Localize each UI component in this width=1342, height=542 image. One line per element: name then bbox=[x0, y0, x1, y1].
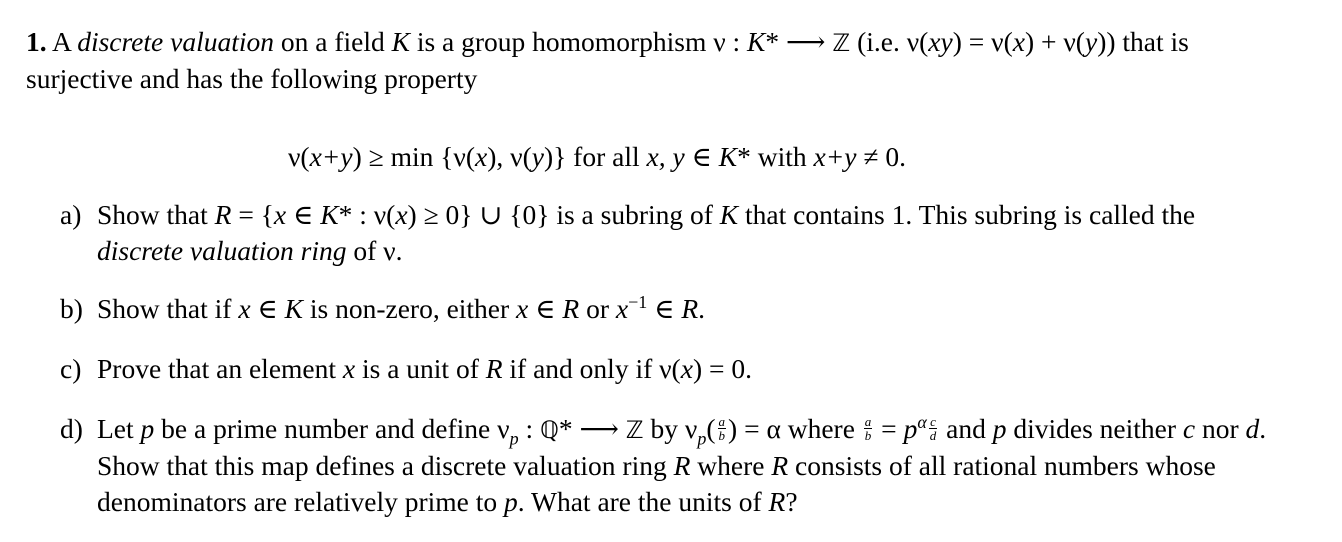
fraction-c-over-d: $\frac{c}{d}$ bbox=[929, 414, 937, 444]
part-b-label: b) bbox=[60, 293, 83, 324]
problem-intro: 1. A discrete valuation on a field K is a group homomorphism ν : K* ⟶ ℤ (i.e. ν(xy) = ν(x) + ν(y)) that is surjective and has the following property bbox=[26, 26, 1189, 94]
problem-page bbox=[26, 24, 1276, 542]
term-discrete-valuation: discrete valuation bbox=[77, 26, 274, 57]
problem-number: 1. bbox=[26, 26, 47, 57]
part-d-label: d) bbox=[60, 413, 83, 444]
fraction-a-over-b: $\frac{a}{b}$ bbox=[718, 414, 726, 444]
part-d: d) Let p be a prime number and define $\nu_p$ : ℚ* ⟶ ℤ by $\nu_p$( $\frac{a}{b}$ ) = α where $\frac{a}{b}$ = $p^\alpha$ $\frac{c}{d}$ and p divides neither c nor d. Show that this map defines a discrete valuation ring R where R consists of all rational numbers whose denominators are relatively prime to p. What are the units of R? bbox=[60, 411, 1267, 517]
fraction-a-over-b-2: $\frac{a}{b}$ bbox=[864, 414, 872, 444]
term-dvr: discrete valuation ring bbox=[97, 235, 347, 266]
part-a: a) Show that R = {x ∈ K* : ν(x) ≥ 0} ∪ {0} is a subring of K that contains 1. This subring is called the discrete valuation ring of ν. bbox=[60, 199, 1196, 266]
problem-parts bbox=[26, 197, 1276, 520]
part-c-label: c) bbox=[60, 353, 82, 384]
valuation-inequality: ν(x+y) ≥ min {ν(x), ν(y)} for all x, y ∈ K* with x+y ≠ 0. bbox=[288, 141, 906, 172]
part-c: c) Prove that an element x is a unit of R if and only if ν(x) = 0. bbox=[26, 351, 1276, 387]
part-b: b) Show that if x ∈ K is non-zero, either x ∈ R or $x^{-1}$ ∈ R. bbox=[26, 291, 1276, 327]
part-a-label: a) bbox=[60, 199, 82, 230]
